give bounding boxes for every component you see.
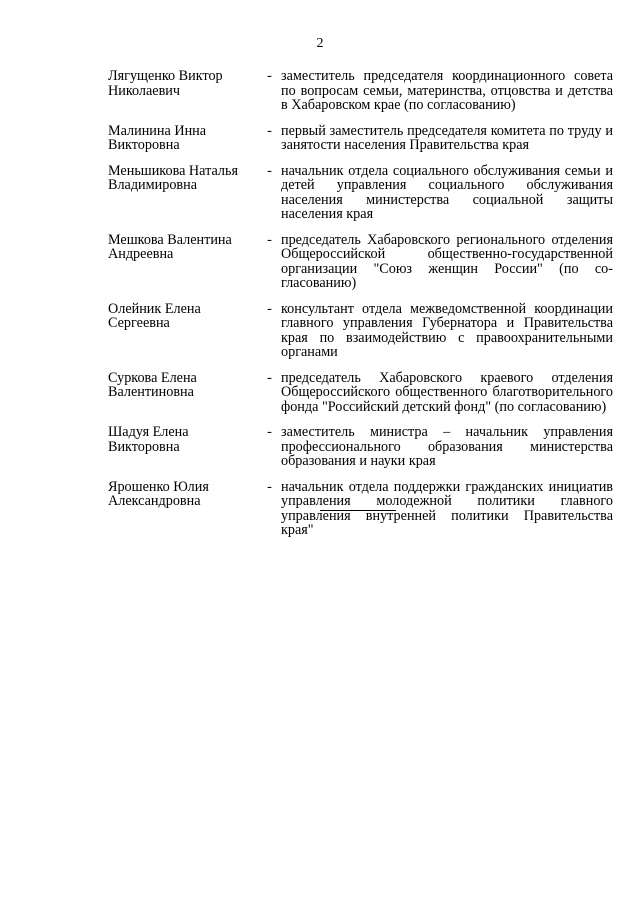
member-surname-first-name: Ярошенко Юлия <box>108 478 209 495</box>
member-name <box>108 69 258 113</box>
member-name <box>108 371 258 415</box>
list-item <box>108 302 613 360</box>
list-item <box>108 233 613 291</box>
dash-separator: - <box>267 231 272 248</box>
list-item <box>108 371 613 415</box>
member-surname-first-name: Олейник Елена <box>108 300 201 317</box>
dash-separator: - <box>267 122 272 139</box>
list-item <box>108 69 613 113</box>
member-name <box>108 233 258 291</box>
page-number: 2 <box>316 36 324 51</box>
member-surname-first-name: Лягущенко Виктор <box>108 68 223 84</box>
dash-separator: - <box>267 162 272 179</box>
dash-separator: - <box>267 300 272 317</box>
member-position: заместитель председателя координационного совета по вопросам семьи, материнства, отцовства и детства в Хабаровском крае (по согласованию) <box>281 68 613 113</box>
member-patronymic: Сергеевна <box>108 315 170 331</box>
member-patronymic: Валентиновна <box>108 384 194 400</box>
member-name <box>108 124 258 153</box>
member-position: заместитель министра – начальник управления профессионального образования министерства образования и науки края <box>281 424 613 469</box>
member-patronymic: Владимировна <box>108 177 197 193</box>
dash-separator: - <box>267 424 272 440</box>
member-patronymic: Викторовна <box>108 137 180 153</box>
member-position: председатель Хабаровского краевого отделения Общероссийского общественного благотворительного фонда "Российский детский фонд" (по согласованию) <box>281 369 613 415</box>
member-surname-first-name: Мешкова Валентина <box>108 231 232 248</box>
member-position: председатель Хабаровского регионального отделения Общероссийской общественно-государственной организации "Союз женщин России" (по согласованию) <box>281 231 613 291</box>
member-patronymic: Викторовна <box>108 438 180 455</box>
list-item <box>108 164 613 222</box>
member-patronymic: Александровна <box>108 493 201 509</box>
member-name <box>108 302 258 360</box>
member-name <box>108 164 258 222</box>
member-list <box>108 69 613 549</box>
member-surname-first-name: Суркова Елена <box>108 369 197 386</box>
member-position: первый заместитель председателя комитета по труду и занятости населения Правительства края <box>281 122 613 153</box>
member-name <box>108 480 258 538</box>
member-position: консультант отдела межведомственной координации главного управления Губернатора и Правительства края по взаимодействию с правоохранительными органами <box>281 300 613 360</box>
member-patronymic: Андреевна <box>108 246 174 262</box>
member-name <box>108 425 258 469</box>
member-position: начальник отдела поддержки гражданских инициатив управления молодежной политики главного управления внутренней политики Правительства края" <box>281 478 613 538</box>
member-position: начальник отдела социального обслуживания семьи и детей управления социального обслуживания населения министерства социальной защиты населения края <box>281 162 613 222</box>
member-surname-first-name: Малинина Инна <box>108 122 207 139</box>
dash-separator: - <box>267 369 272 386</box>
member-surname-first-name: Меньшикова Наталья <box>108 162 238 179</box>
list-item <box>108 425 613 469</box>
member-patronymic: Николаевич <box>108 82 181 99</box>
end-of-list-rule <box>320 510 396 511</box>
member-surname-first-name: Шадуя Елена <box>108 424 189 440</box>
list-item <box>108 124 613 153</box>
dash-separator: - <box>267 68 272 84</box>
list-item <box>108 480 613 538</box>
dash-separator: - <box>267 478 272 495</box>
